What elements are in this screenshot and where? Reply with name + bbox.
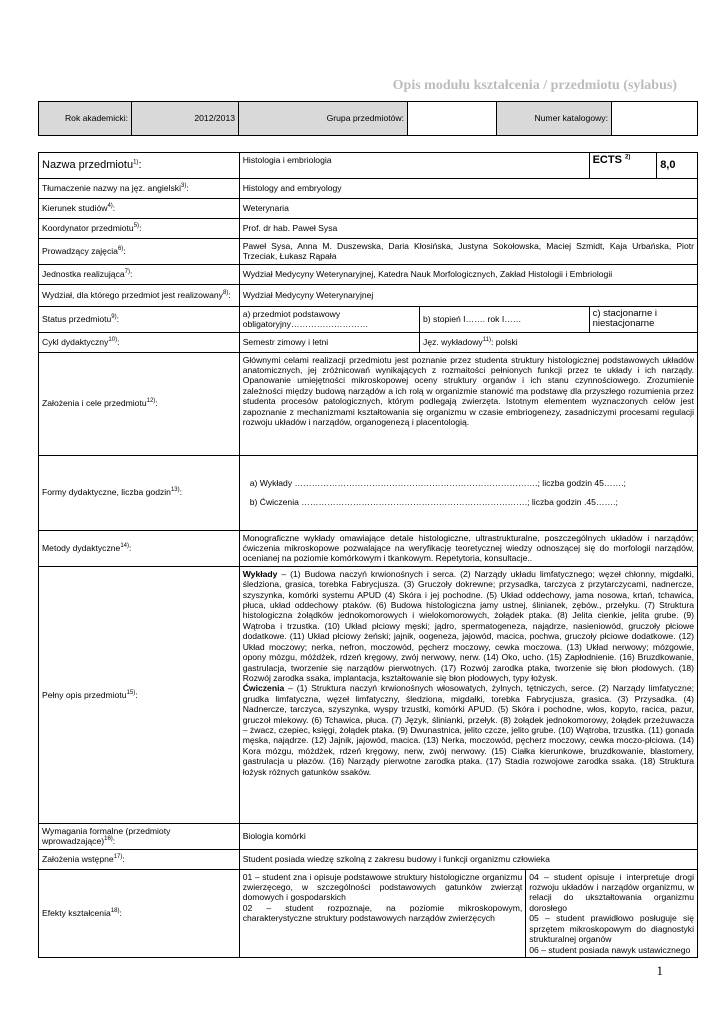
wymagania-label: Wymagania formalne (przedmioty wprowadzające)$^{16)}$: bbox=[39, 823, 240, 849]
tlumaczenie-label: Tłumaczenie nazwy na jęz. angielski$^{3)}$: bbox=[39, 179, 240, 199]
ects-value: 8,0 bbox=[657, 153, 698, 179]
zalozenia-value: Głównymi celami realizacji przedmiotu jest poznanie przez studenta struktury histologicznej podstawowych układów anatomicznych, jej zróżnicowań wynikających z rozmaitości pełnionych funkcji przez te układy i ich narządy. Opanowanie umiejętności mikroskopowej oceny struktury organów i ich stanu czynnościowego. Zrozumienie zależności między budową narządów a ich rolą w organizmie stanowić ma podstawę dla przyszłego rozumienia przez studenta procesów patologicznych, którym podlegają zwierzęta. Istotnym elementem wyznaczonych celów jest zapoznanie z mechanizmami kształtowania się organizmu w czasie embriogenezy, zasadniczymi procesami regulacji rozwoju układów i narządów, organogenezą i placentologią. bbox=[239, 352, 697, 455]
koordynator-value: Prof. dr hab. Paweł Sysa bbox=[239, 219, 697, 239]
wymagania-value: Biologia komórki bbox=[239, 823, 697, 849]
wydzial-value: Wydział Medycyny Weterynaryjnej bbox=[239, 284, 697, 306]
prowadzacy-value: Paweł Sysa, Anna M. Duszewska, Daria Kłosińska, Justyna Sokołowska, Maciej Szmidt, Kaja Urbańska, Piotr Trzeciak, Łukasz Rąpała bbox=[239, 239, 697, 265]
nazwa-value: Histologia i embriologia bbox=[239, 153, 589, 179]
jednostka-value: Wydział Medycyny Weterynaryjnej, Katedra Nauk Morfologicznych, Zakład Histologii i Embriologii bbox=[239, 264, 697, 284]
jednostka-label: Jednostka realizująca$^{7)}$: bbox=[39, 264, 240, 284]
syllabus-table bbox=[38, 152, 698, 958]
status-c: c) stacjonarne i niestacjonarne bbox=[589, 306, 697, 332]
pelny-wyklady: – (1) Budowa naczyń krwionośnych i serca. (2) Narządy układu limfatycznego; węzeł chłonny, migdałki, śledziona, grasica, torebka Fabrycjusza. (3) Gruczoły dokrewne; przysadka, tarczyca z przytarczycami, nadnercze, szyszynka, komórki systemu APUD (4) Skóra i jej pochodne. (5) Układ oddechowy, jama nosowa, krtań, tchawica, płuca, układ oddechowy ptaków. (6) Budowa histologiczna jamy ustnej, ślinianek, zębów., przełyku. (7) Struktura histologiczna żołądków jednokomorowych i wielokomorowych, żołądek ptaka. (8) Jelita cienkie, jelita grube. (9) Wątroba i trzustka. (10) Układ płciowy męski; jądro, spermatogeneza, najądrze, nasieniowód, gruczoły płciowe dodatkowe. (11) Układ płciowy żeński; jajnik, oogeneza, jajowód, macica, pochwa, gruczoły płciowe dodatkowe. (12) Układ moczowy; nerka, nefron, moczowód, pęcherz moczowy, cewka moczowa. (13) Układ nerwowy; mózgowie, opony mózgu, móżdżek, rdzeń kręgowy, zwój nerwowy, nerw. (14) Oko, ucho. (15) Zapłodnienie. (16) Bruzdkowanie, gastrulacja, tworzenie się narządów pierwotnych. (17) Rozwój zarodka ptaka, tworzenie się błon płodowych. (18) Rozwój zarodka ssaka, implantacja, kształtowanie się błon płodowych, typy łożysk. bbox=[242, 568, 694, 683]
status-b: b) stopień I……. rok I…… bbox=[420, 306, 590, 332]
prowadzacy-label: Prowadzący zajęcia$^{6)}$: bbox=[39, 239, 240, 265]
pelny-cwiczenia: – (1) Struktura naczyń krwionośnych włosowatych, żylnych, tętniczych, serce. (2) Narządy limfatyczne; grudka limfatyczna, węzeł limfatyczny, śledziona, migdałki, torebka Fabrycjusza, grasica. (3) Przysadka. (4) Nadnercze, tarczyca, szyszynka, wyspy trzustki, komórki APUD. (5) Skóra i pochodne, włos, kopyto, racica, pazur, gruczoł mlekowy. (6) Tchawica, płuca. (7) Język, ślinianki, przełyk. (8) żołądek jednokomorowy, żołądek przeżuwacza – żwacz, czepiec, księgi, żołądek ptaka. (9) Dwunastnica, jelito czcze, jelito grube. (10) Wątroba, trzustka. (11) gonada męska, najądrze. (12) Jajnik, jajowód, macica. (13) Nerka, moczowód, pęcherz moczowy, cewka moczo-płciowa. (14) Kora mózgu, móżdżek, rdzeń kręgowy, nerw, zwój nerwowy. (15) Ciałka kierunkowe, bruzdkowanie, blastomery, gastrulacja u płazów. (16) Narządy pierwotne zarodka ptaka. (17) Stadia rozwojowe zarodka ssaka. (18) Struktura łożysk różnych gatunków ssaków. bbox=[242, 683, 694, 777]
cykl-a: Semestr zimowy i letni bbox=[239, 332, 419, 352]
ects-label: ECTS $^{2)}$ bbox=[589, 153, 657, 179]
kierunek-value: Weterynaria bbox=[239, 199, 697, 219]
kierunek-label: Kierunek studiów$^{4)}$: bbox=[39, 199, 240, 219]
formy-value bbox=[239, 455, 697, 530]
formy-label: Formy dydaktyczne, liczba godzin$^{13)}$: bbox=[39, 455, 240, 530]
metody-label: Metody dydaktyczne$^{14)}$: bbox=[39, 530, 240, 566]
pelny-wyklady-head: Wykłady bbox=[242, 568, 278, 579]
cykl-label: Cykl dydaktyczny$^{10)}$: bbox=[39, 332, 240, 352]
efekty-left: 01 – student zna i opisuje podstawowe struktury histologiczne organizmu zwierzęcego, w szczególności podstawowych gatunków zwierząt domowych i gospodarskich 02 – student rozpoznaje, na poziomie mikroskopowym, charakterystyczne struktury podstawowych narządów zwierzęcych bbox=[239, 869, 526, 957]
wstepne-value: Student posiada wiedzę szkolną z zakresu budowy i funkcji organizmu człowieka bbox=[239, 849, 697, 869]
rok-label: Rok akademicki: bbox=[39, 102, 132, 136]
rok-value: 2012/2013 bbox=[132, 102, 239, 136]
nazwa-label: Nazwa przedmiotu$^{1)}$: bbox=[39, 153, 240, 179]
numer-value bbox=[612, 102, 698, 136]
page-header-title: Opis modułu kształcenia / przedmiotu (sylabus) bbox=[392, 78, 677, 93]
grupa-value bbox=[408, 102, 497, 136]
grupa-label: Grupa przedmiotów: bbox=[239, 102, 408, 136]
formy-wyklady: a) Wykłady ………………………………………………………………………….; liczba godzin 45…….; bbox=[249, 478, 626, 489]
koordynator-label: Koordynator przedmiotu$^{5)}$: bbox=[39, 219, 240, 239]
topbar-table bbox=[38, 101, 698, 136]
efekty-label: Efekty kształcenia$^{18)}$: bbox=[39, 869, 240, 957]
numer-label: Numer katalogowy: bbox=[497, 102, 612, 136]
pelny-cwiczenia-head: Ćwiczenia bbox=[242, 683, 285, 694]
status-a: a) przedmiot podstawowy obligatoryjny……………………… bbox=[239, 306, 419, 332]
pelny-value bbox=[239, 566, 697, 823]
formy-cwiczenia: b) Ćwiczenia …………………………………………………………………….; liczba godzin .45…….; bbox=[249, 496, 618, 507]
wydzial-label: Wydział, dla którego przedmiot jest realizowany$^{8)}$: bbox=[39, 284, 240, 306]
wstepne-label: Założenia wstępne$^{17)}$: bbox=[39, 849, 240, 869]
metody-value: Monograficzne wykłady omawiające detale histologiczne, ultrastrukturalne, poszczególnych układów i narządów; ćwiczenia mikroskopowe pozwalające na weryfikację teoretycznej wiedzy odnoszącej się do morfologii narządów, ocenianej na poziomie komórkowym i tkankowym. Repetytoria, konsultacje.. bbox=[239, 530, 697, 566]
page-number: 1 bbox=[656, 963, 663, 978]
efekty-right: 04 – student opisuje i interpretuje drogi rozwoju układów i narządów organizmu, w relacji do ukształtowania organizmu dorosłego 05 – student prawidłowo posługuje się sprzętem mikroskopowym do diagnostyki strukturalnej organów 06 – student posiada nawyk ustawicznego bbox=[526, 869, 698, 957]
zalozenia-label: Założenia i cele przedmiotu$^{12)}$: bbox=[39, 352, 240, 455]
pelny-label: Pełny opis przedmiotu$^{15)}$: bbox=[39, 566, 240, 823]
status-label: Status przedmiotu$^{9)}$: bbox=[39, 306, 240, 332]
tlumaczenie-value: Histology and embryology bbox=[239, 179, 697, 199]
cykl-b: Jęz. wykładowy$^{11)}$: polski bbox=[420, 332, 698, 352]
